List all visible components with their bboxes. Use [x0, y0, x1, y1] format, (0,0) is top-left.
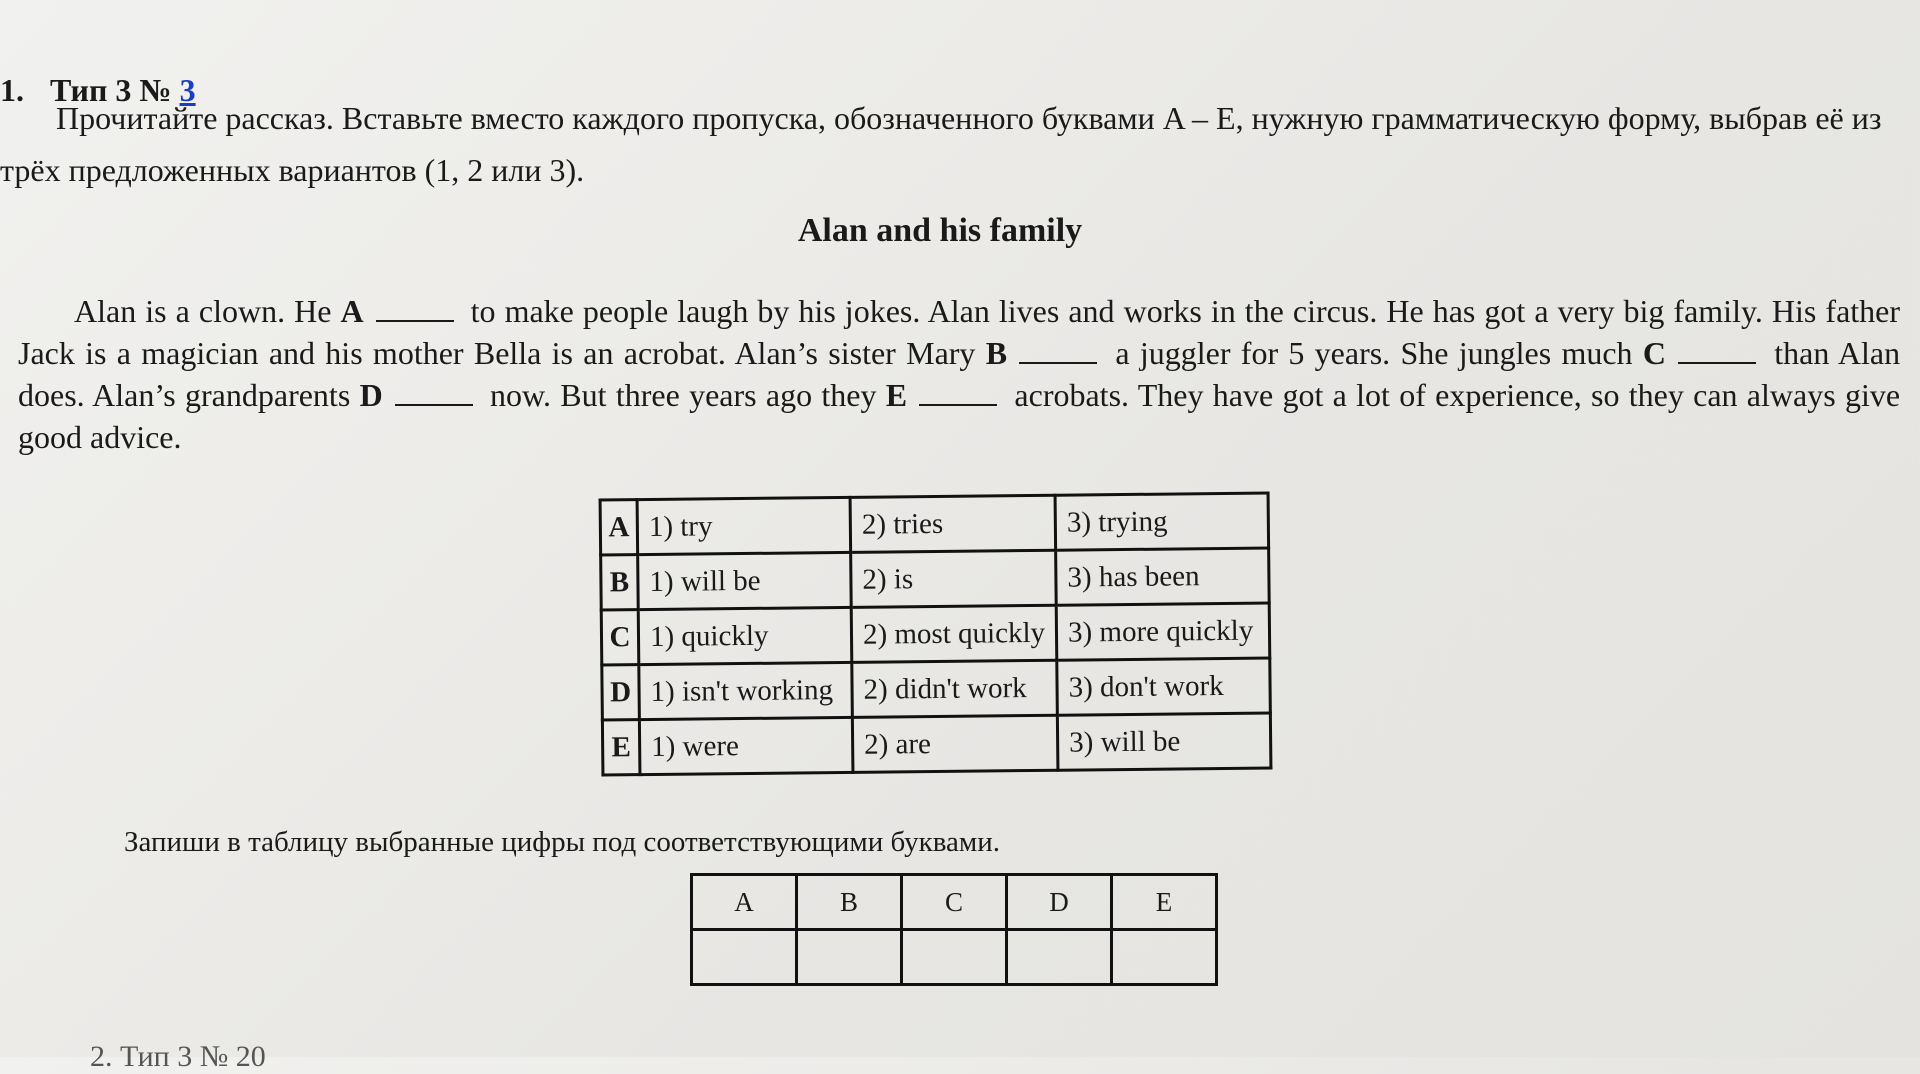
story-segment: than Alan does. Alan’s grandparents	[18, 335, 1901, 413]
options-row-c	[601, 603, 1270, 665]
option-cell: 3) will be	[1057, 713, 1271, 770]
option-letter: A	[600, 500, 638, 555]
option-letter: E	[602, 720, 640, 775]
answer-header: D	[1007, 875, 1112, 930]
options-row-e	[602, 713, 1271, 775]
option-cell: 1) try	[637, 497, 851, 554]
option-cell: 1) were	[639, 717, 853, 774]
task-type-label: Тип 3 №	[50, 72, 172, 108]
gap-blank-a	[376, 294, 454, 322]
gap-letter-a: A	[340, 293, 364, 329]
option-cell: 3) more quickly	[1056, 603, 1270, 660]
story-segment: a juggler for 5 years. She jungles much	[1115, 335, 1633, 371]
answer-cell-b[interactable]	[797, 930, 902, 985]
gap-letter-b: B	[985, 335, 1008, 371]
option-cell: 3) has been	[1056, 548, 1270, 605]
options-row-a	[600, 493, 1269, 555]
task-number: 1.	[0, 72, 24, 108]
answer-header: B	[797, 875, 902, 930]
answer-header: E	[1112, 875, 1217, 930]
options-row-d	[602, 658, 1271, 720]
gap-blank-e	[919, 378, 997, 406]
option-cell: 3) don't work	[1057, 658, 1271, 715]
story-segment: to make people laugh by his jokes. Alan lives and works in the circus. He has got a very big family. His father Jack is a magician and his mother Bella is an acrobat. Alan’s sister Mary	[18, 293, 1901, 371]
answer-header: A	[692, 875, 797, 930]
story-text	[18, 290, 1900, 458]
answer-cell-a[interactable]	[692, 930, 797, 985]
gap-letter-c: C	[1642, 335, 1666, 371]
answer-input-row	[692, 930, 1217, 985]
option-cell: 1) will be	[638, 552, 852, 609]
next-task-header: 2. Тип 3 № 20	[90, 1040, 266, 1073]
answer-header-row	[692, 875, 1217, 930]
option-cell: 3) trying	[1055, 493, 1269, 550]
answer-cell-e[interactable]	[1112, 930, 1217, 985]
option-letter: C	[601, 610, 639, 665]
gap-blank-c	[1678, 336, 1756, 364]
story-segment: acrobats. They have got a lot of experience, so they can always give good advice.	[18, 377, 1901, 455]
option-cell: 2) is	[851, 550, 1057, 607]
option-cell: 2) most quickly	[851, 605, 1057, 662]
gap-letter-d: D	[359, 377, 383, 413]
answer-table	[690, 873, 1218, 986]
option-cell: 1) quickly	[638, 607, 852, 664]
options-table	[599, 491, 1273, 776]
story-segment: now. But three years ago they	[489, 377, 877, 413]
story-title: Alan and his family	[797, 212, 1083, 249]
option-cell: 2) are	[852, 715, 1058, 772]
gap-blank-d	[395, 378, 473, 406]
option-cell: 1) isn't working	[639, 662, 853, 719]
answer-cell-d[interactable]	[1007, 930, 1112, 985]
task-instruction: Прочитайте рассказ. Вставьте вместо каждого пропуска, обозначенного буквами A – E, нужную грамматическую форму, выбрав её из трёх предложенных вариантов (1, 2 или 3).	[0, 100, 1882, 188]
option-cell: 2) tries	[850, 495, 1056, 552]
gap-blank-b	[1019, 336, 1097, 364]
answer-header: C	[902, 875, 1007, 930]
option-cell: 2) didn't work	[852, 660, 1058, 717]
answer-cell-c[interactable]	[902, 930, 1007, 985]
option-letter: B	[601, 555, 639, 610]
story-segment: Alan is a clown. He	[74, 293, 332, 329]
options-row-b	[601, 548, 1270, 610]
task-number-link[interactable]: 3	[179, 72, 196, 108]
option-letter: D	[602, 665, 640, 720]
gap-letter-e: E	[885, 377, 908, 413]
answer-prompt: Запиши в таблицу выбранные цифры под соответствующими буквами.	[124, 826, 1001, 858]
